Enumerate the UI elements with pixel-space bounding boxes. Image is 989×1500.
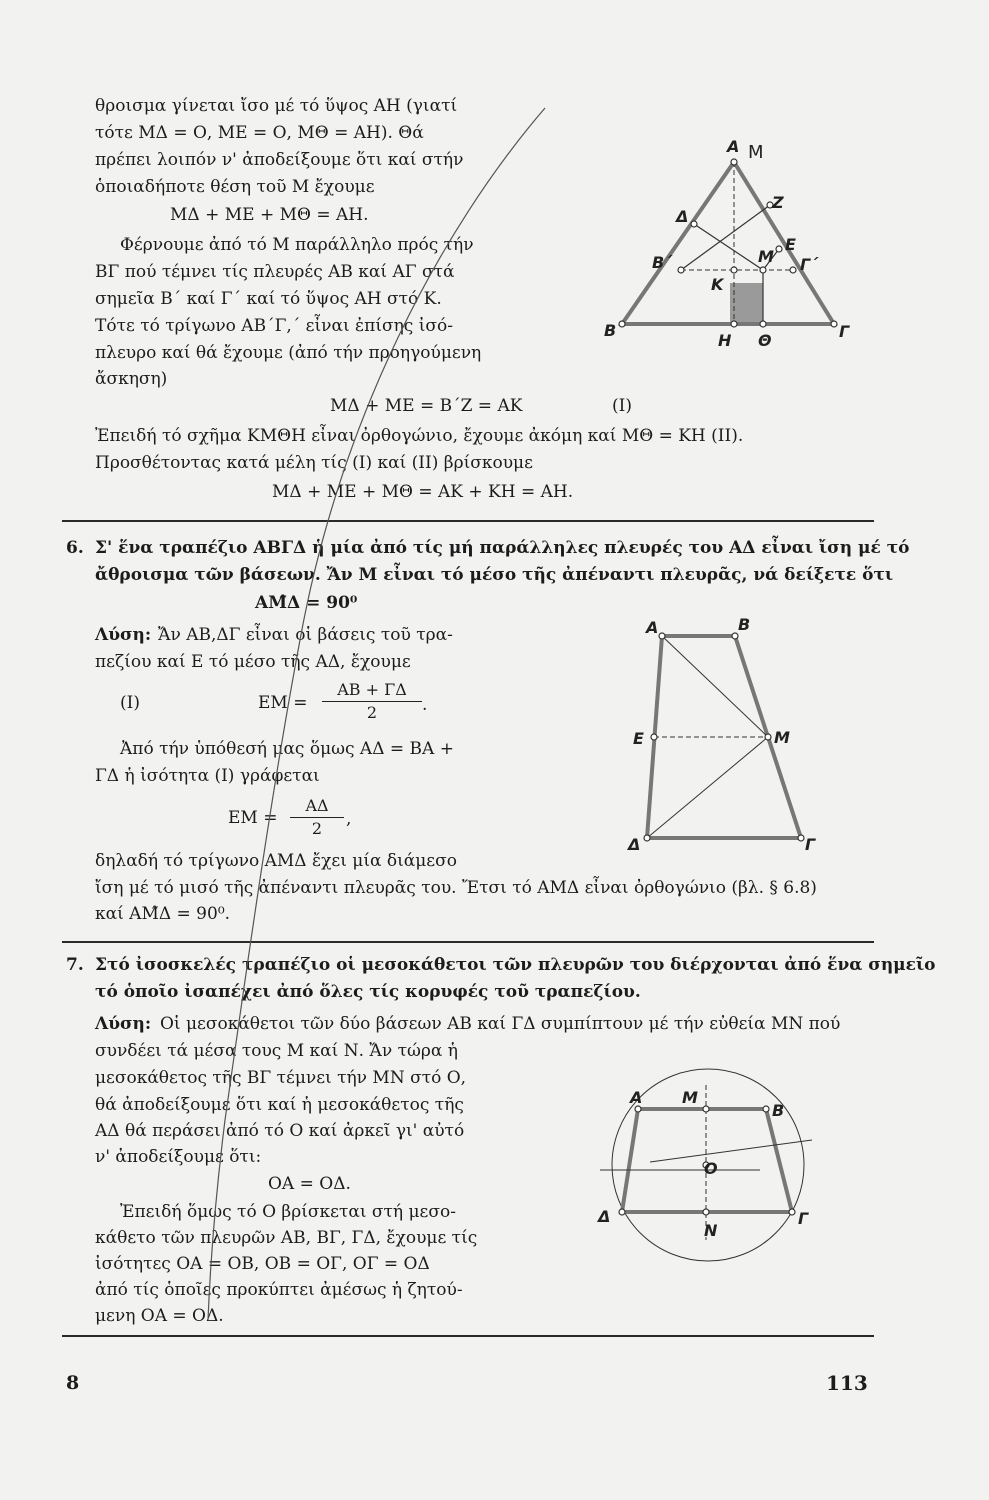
label-K: Κ <box>711 275 724 294</box>
text-line: πρέπει λοιπόν ν' ἀποδείξουμε ὅτι καί στήν <box>95 150 464 170</box>
label-D: Δ <box>676 207 689 226</box>
label-Bp: Β΄ <box>652 253 672 272</box>
text-line: ἰσότητες ΟΑ = ΟΒ, ΟΒ = ΟΓ, ΟΓ = ΟΔ <box>95 1254 430 1274</box>
solution-label: Λύση: <box>95 1014 152 1034</box>
equation: ΜΔ + ΜΕ + ΜΘ = ΑΗ. <box>170 205 369 225</box>
exercise-number: 6. <box>66 538 84 558</box>
text-line: Ἐπειδή ὅμως τό Ο βρίσκεται στή μεσο- <box>120 1202 456 1222</box>
text-line: τότε ΜΔ = Ο, ΜΕ = Ο, ΜΘ = ΑΗ). Θά <box>95 123 424 143</box>
handwritten-label: M <box>748 142 764 163</box>
label-M: Μ <box>682 1088 698 1107</box>
line-DM <box>647 737 768 838</box>
text-line: ὁποιαδήποτε θέση τοῦ Μ ἔχουμε <box>95 177 375 197</box>
label-M: Μ <box>758 247 774 266</box>
triangle-ABG <box>622 162 834 324</box>
page-number: 113 <box>826 1371 868 1395</box>
text-line: μεσοκάθετος τῆς ΒΓ τέμνει τήν ΜΝ στό Ο, <box>95 1068 467 1088</box>
text-line: συνδέει τά μέσα τους Μ καί Ν. Ἄν τώρα ἡ <box>95 1041 458 1061</box>
equation: ΕΜ = <box>228 808 278 828</box>
equation: ΕΜ = <box>258 693 308 713</box>
text-line: καί ΑΜ̂Δ = 90⁰. <box>95 904 231 924</box>
text-line: σημεῖα Β΄ καί Γ΄ καί τό ὕψος ΑΗ στό Κ. <box>95 289 442 309</box>
perpendicular-bisector-BG <box>650 1140 812 1162</box>
rectangle-KMTH <box>730 283 763 324</box>
label-O: Ο <box>704 1159 718 1178</box>
label-B: Β <box>604 321 617 340</box>
label-A: Α <box>630 1088 643 1107</box>
text-line: Ἐπειδή τό σχῆμα ΚΜΘΗ εἶναι ὀρθογώνιο, ἔχουμε ἀκόμη καί ΜΘ = ΚΗ (ΙΙ). <box>95 426 744 446</box>
solution-label: Λύση: <box>95 625 152 645</box>
line-BpZ <box>681 205 770 270</box>
equation: ΟΑ = ΟΔ. <box>268 1174 351 1194</box>
label-E: Ε <box>633 729 644 748</box>
text-line: ἴση μέ τό μισό τῆς ἀπέναντι πλευρᾶς του. Ἔτσι τό ΑΜΔ εἶναι ὀρθογώνιο (βλ. § 6.8) <box>95 878 817 898</box>
text-line: μενη ΟΑ = ΟΔ. <box>95 1306 224 1326</box>
fraction-numerator: ΑΔ <box>305 796 329 815</box>
exercise-statement: Σ' ἕνα τραπέζιο ΑΒΓΔ ἡ μία ἀπό τίς μή παράλληλες πλευρές του ΑΔ εἶναι ἴση μέ τό <box>95 538 910 558</box>
figure-triangle <box>604 137 850 350</box>
text-line: πεζίου καί Ε τό μέσο τῆς ΑΔ, ἔχουμε <box>95 652 411 672</box>
label-M: Μ <box>774 728 790 747</box>
equation-tag: (Ι) <box>612 396 632 416</box>
text-line: ν' ἀποδείξουμε ὅτι: <box>95 1147 262 1167</box>
label-D: Δ <box>598 1207 611 1226</box>
pencil-stroke <box>208 108 545 1320</box>
label-D: Δ <box>628 835 641 854</box>
text-line: Προσθέτοντας κατά μέλη τίς (Ι) καί (ΙΙ) βρίσκουμε <box>95 453 533 473</box>
text-line: Φέρνουμε ἀπό τό Μ παράλληλο πρός τήν <box>120 235 474 255</box>
label-E: Ε <box>785 235 796 254</box>
text-line: Οἱ μεσοκάθετοι τῶν δύο βάσεων ΑΒ καί ΓΔ συμπίπτουν μέ τήν εὐθεία ΜΝ πού <box>160 1014 841 1034</box>
equation: ΑΜ̂Δ = 90⁰ <box>255 593 358 613</box>
punctuation: . <box>422 695 428 715</box>
exercise-statement: τό ὁποῖο ἰσαπέχει ἀπό ὅλες τίς κορυφές τοῦ τραπεζίου. <box>95 982 641 1002</box>
equation: ΜΔ + ΜΕ + ΜΘ = ΑΚ + ΚΗ = ΑΗ. <box>272 482 574 502</box>
label-H: Η <box>718 331 732 350</box>
text-line: Τότε τό τρίγωνο ΑΒ΄Γ,΄ εἶναι ἐπίσης ἰσό- <box>95 316 453 336</box>
text-line: ΑΔ θά περάσει ἀπό τό Ο καί ἀρκεῖ γι' αὐτό <box>95 1121 465 1141</box>
line-MD <box>694 224 763 270</box>
text-line: ἄσκηση) <box>95 369 168 389</box>
label-A: Α <box>727 137 740 156</box>
label-N: Ν <box>704 1221 718 1240</box>
fraction-denominator: 2 <box>311 819 323 838</box>
label-A: Α <box>646 618 659 637</box>
page-footer-left: 8 <box>66 1372 80 1394</box>
label-G: Γ <box>839 322 850 341</box>
exercise-statement: Στό ἰσοσκελές τραπέζιο οἱ μεσοκάθετοι τῶν πλευρῶν του διέρχονται ἀπό ἕνα σημεῖο <box>95 955 936 975</box>
text-line: ΓΔ ἡ ἰσότητα (Ι) γράφεται <box>95 766 320 786</box>
text-line: ΒΓ πού τέμνει τίς πλευρές ΑΒ καί ΑΓ στά <box>95 262 455 282</box>
label-B: Β <box>772 1101 785 1120</box>
fraction-denominator: 2 <box>366 703 378 722</box>
label-Th: Θ <box>758 331 772 350</box>
exercise-number: 7. <box>66 955 84 975</box>
equation-tag: (Ι) <box>120 693 140 713</box>
text-line: θά ἀποδείξουμε ὅτι καί ἡ μεσοκάθετος τῆς <box>95 1095 464 1115</box>
label-G: Γ <box>805 835 816 854</box>
text-line: πλευρο καί θά ἔχουμε (ἀπό τήν προηγούμενη <box>95 343 482 363</box>
text-line: Ἀπό τήν ὑπόθεσή μας ὅμως ΑΔ = ΒΑ + <box>120 739 454 759</box>
label-B: Β <box>738 615 751 634</box>
equation: ΜΔ + ΜΕ = Β΄Ζ = ΑΚ <box>330 396 523 416</box>
figure-isosceles-trapezoid <box>596 1069 812 1261</box>
figure-trapezoid <box>626 615 816 854</box>
text-line: ἀπό τίς ὁποῖες προκύπτει ἀμέσως ἡ ζητού- <box>95 1280 463 1300</box>
label-Z: Ζ <box>772 193 784 212</box>
text-line: δηλαδή τό τρίγωνο ΑΜΔ ἔχει μία διάμεσο <box>95 851 457 871</box>
text-line: Ἄν ΑΒ,ΔΓ εἶναι οἱ βάσεις τοῦ τρα- <box>158 625 453 645</box>
text-line: θροισμα γίνεται ἴσο μέ τό ὕψος ΑΗ (γιατί <box>95 96 458 116</box>
label-Gp: Γ΄ <box>800 255 818 274</box>
punctuation: , <box>346 809 352 829</box>
fraction-numerator: ΑΒ + ΓΔ <box>337 680 407 699</box>
text-line: κάθετο τῶν πλευρῶν ΑΒ, ΒΓ, ΓΔ, ἔχουμε τίς <box>95 1228 478 1248</box>
exercise-statement: ἄθροισμα τῶν βάσεων. Ἄν Μ εἶναι τό μέσο τῆς ἀπέναντι πλευρᾶς, νά δείξετε ὅτι <box>95 565 894 585</box>
label-G: Γ <box>798 1209 809 1228</box>
